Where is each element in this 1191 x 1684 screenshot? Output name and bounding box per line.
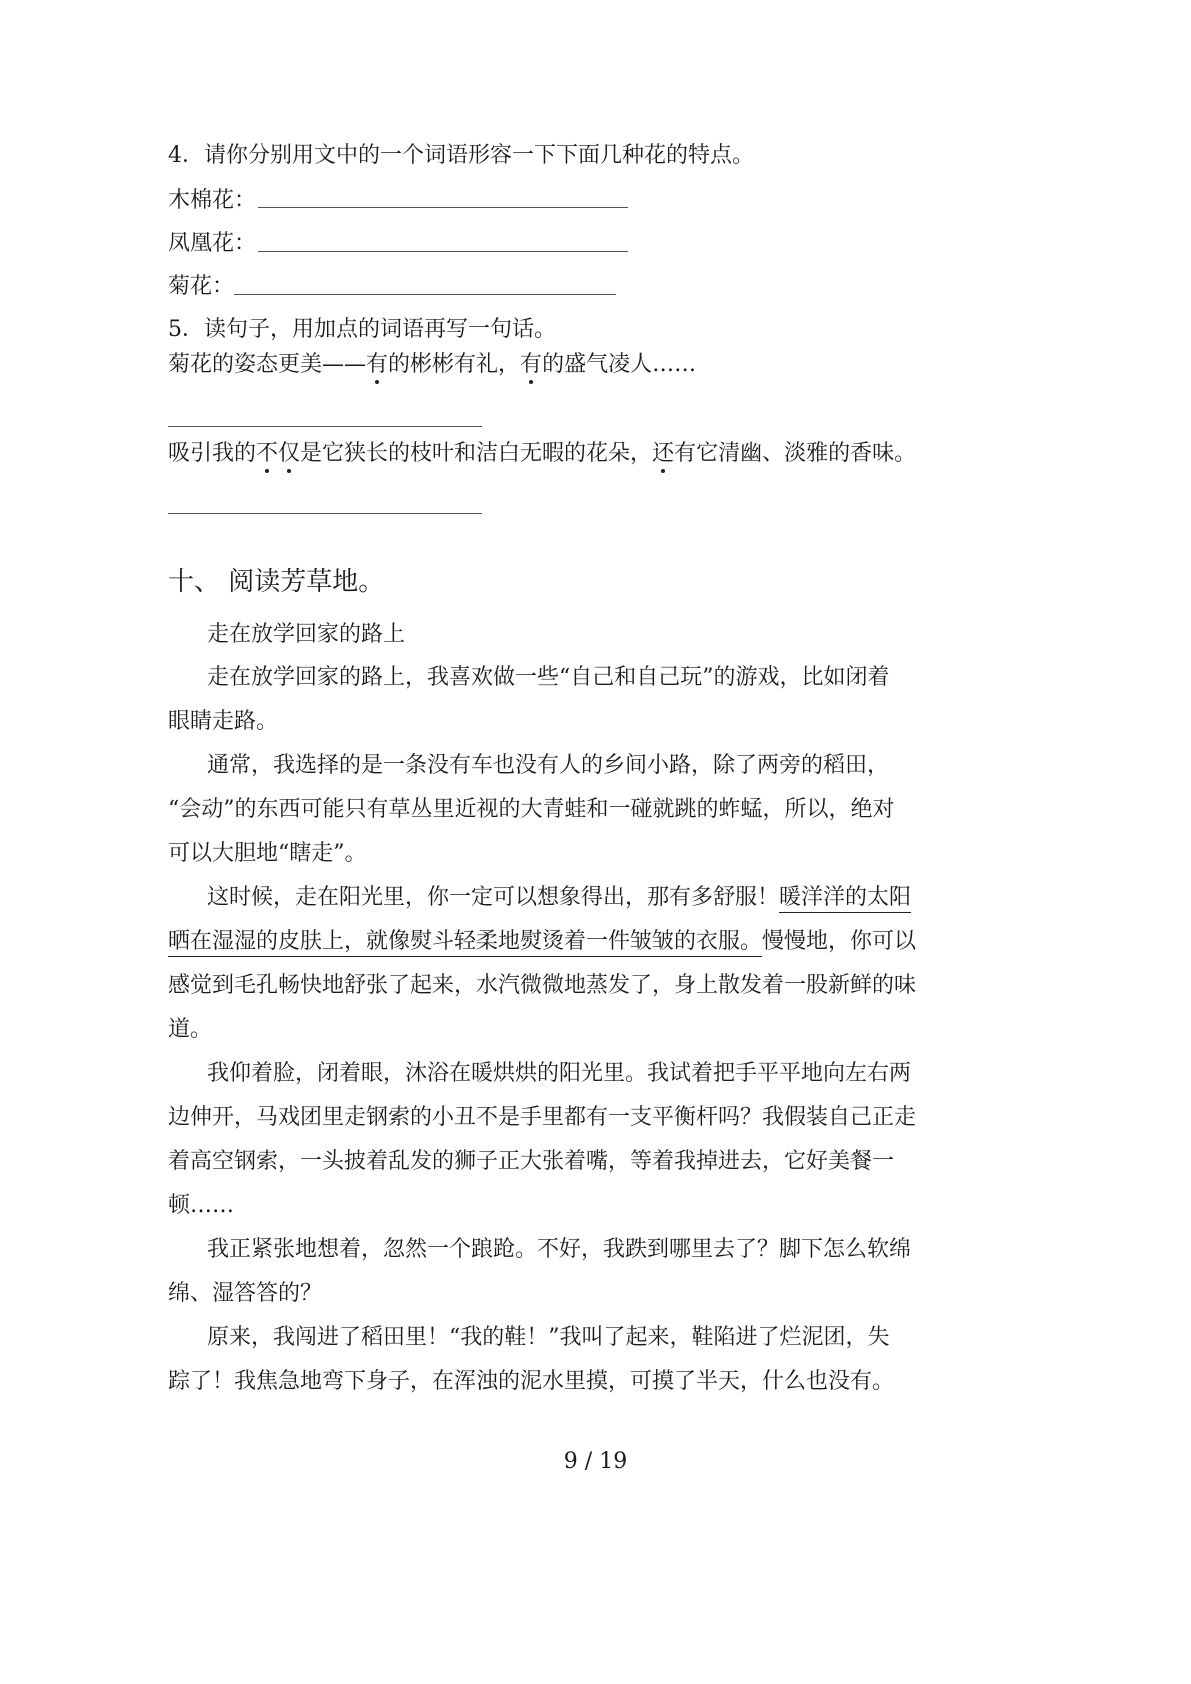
- dotted-char: 还: [652, 441, 675, 466]
- q4-label-phoenix: 凤凰花：: [168, 231, 257, 256]
- q4-answer-line-kapok[interactable]: [258, 207, 628, 208]
- q5-s1-part: 菊花的姿态更美——: [168, 352, 367, 377]
- q4-answer-line-phoenix[interactable]: [258, 251, 628, 252]
- q5-s2-part: 有它清幽、淡雅的香味。: [674, 441, 917, 466]
- q5-s1-part: 的盛气凌人……: [542, 352, 697, 377]
- p6-line-1: 原来，我闯进了稻田里！“我的鞋！”我叫了起来，鞋陷进了烂泥团，失: [207, 1325, 890, 1350]
- q5-s2-part: 吸引我的: [168, 441, 257, 466]
- q4-label-chrysanthemum: 菊花：: [168, 274, 235, 299]
- p5-line-2: 绵、湿答答的？: [168, 1281, 323, 1306]
- underlined-sentence: 暖洋洋的太阳: [779, 885, 911, 913]
- q5-s1-part: 的彬彬有礼，: [388, 352, 521, 377]
- p4-line-2: 边伸开，马戏团里走钢索的小丑不是手里都有一支平衡杆吗？我假装自己正走: [168, 1105, 917, 1130]
- p1-line-2: 眼睛走路。: [168, 709, 279, 734]
- q5-sentence-1: [168, 350, 696, 380]
- p3-line-1: [207, 883, 911, 913]
- p4-line-3: 着高空钢索，一头披着乱发的狮子正大张着嘴，等着我掉进去，它好美餐一: [168, 1149, 895, 1174]
- dotted-char: 不: [256, 441, 279, 466]
- p2-line-3: 可以大胆地“瞎走”。: [168, 841, 367, 866]
- p5-line-1: 我正紧张地想着，忽然一个踉跄。不好，我跌到哪里去了？脚下怎么软绵: [207, 1237, 912, 1262]
- p4-line-4: 顿……: [168, 1193, 235, 1218]
- dotted-char: 有: [520, 352, 543, 377]
- page-number: 9 / 19: [563, 1449, 628, 1474]
- dotted-char: 有: [366, 352, 389, 377]
- p2-line-1: 通常，我选择的是一条没有车也没有人的乡间小路，除了两旁的稻田，: [207, 753, 890, 778]
- section-heading: 十、 阅读芳草地。: [168, 567, 385, 597]
- p1-line-1: 走在放学回家的路上，我喜欢做一些“自己和自己玩”的游戏，比如闭着: [207, 665, 890, 690]
- q5-answer-line-1[interactable]: [168, 426, 482, 427]
- q4-answer-line-chrysanthemum[interactable]: [234, 294, 616, 295]
- p3-line-3: 感觉到毛孔畅快地舒张了起来，水汽微微地蒸发了，身上散发着一股新鲜的味: [168, 973, 917, 998]
- p4-line-1: 我仰着脸，闭着眼，沐浴在暖烘烘的阳光里。我试着把手平平地向左右两: [207, 1061, 912, 1086]
- p6-line-2: 踪了！我焦急地弯下身子，在浑浊的泥水里摸，可摸了半天，什么也没有。: [168, 1369, 895, 1394]
- q5-prompt: 5．读句子，用加点的词语再写一句话。: [168, 317, 556, 342]
- q4-label-kapok: 木棉花：: [168, 188, 257, 213]
- p3-line-4: 道。: [168, 1017, 213, 1042]
- underlined-sentence: 晒在湿湿的皮肤上，就像熨斗轻柔地熨烫着一件皱皱的衣服。: [168, 929, 762, 957]
- p3-text: 这时候，走在阳光里，你一定可以想象得出，那有多舒服！: [207, 885, 780, 910]
- p3-line-2: [168, 927, 916, 957]
- p3-text: 慢慢地，你可以: [762, 929, 917, 954]
- dotted-char: 仅: [278, 441, 301, 466]
- q4-prompt: 4．请你分别用文中的一个词语形容一下下面几种花的特点。: [168, 143, 754, 168]
- passage-title: 走在放学回家的路上: [207, 622, 406, 647]
- p2-line-2: “会动”的东西可能只有草丛里近视的大青蛙和一碰就跳的蚱蜢，所以，绝对: [168, 797, 895, 822]
- q5-answer-line-2[interactable]: [168, 513, 482, 514]
- q5-s2-part: 是它狭长的枝叶和洁白无暇的花朵，: [300, 441, 653, 466]
- q5-sentence-2: [168, 439, 916, 469]
